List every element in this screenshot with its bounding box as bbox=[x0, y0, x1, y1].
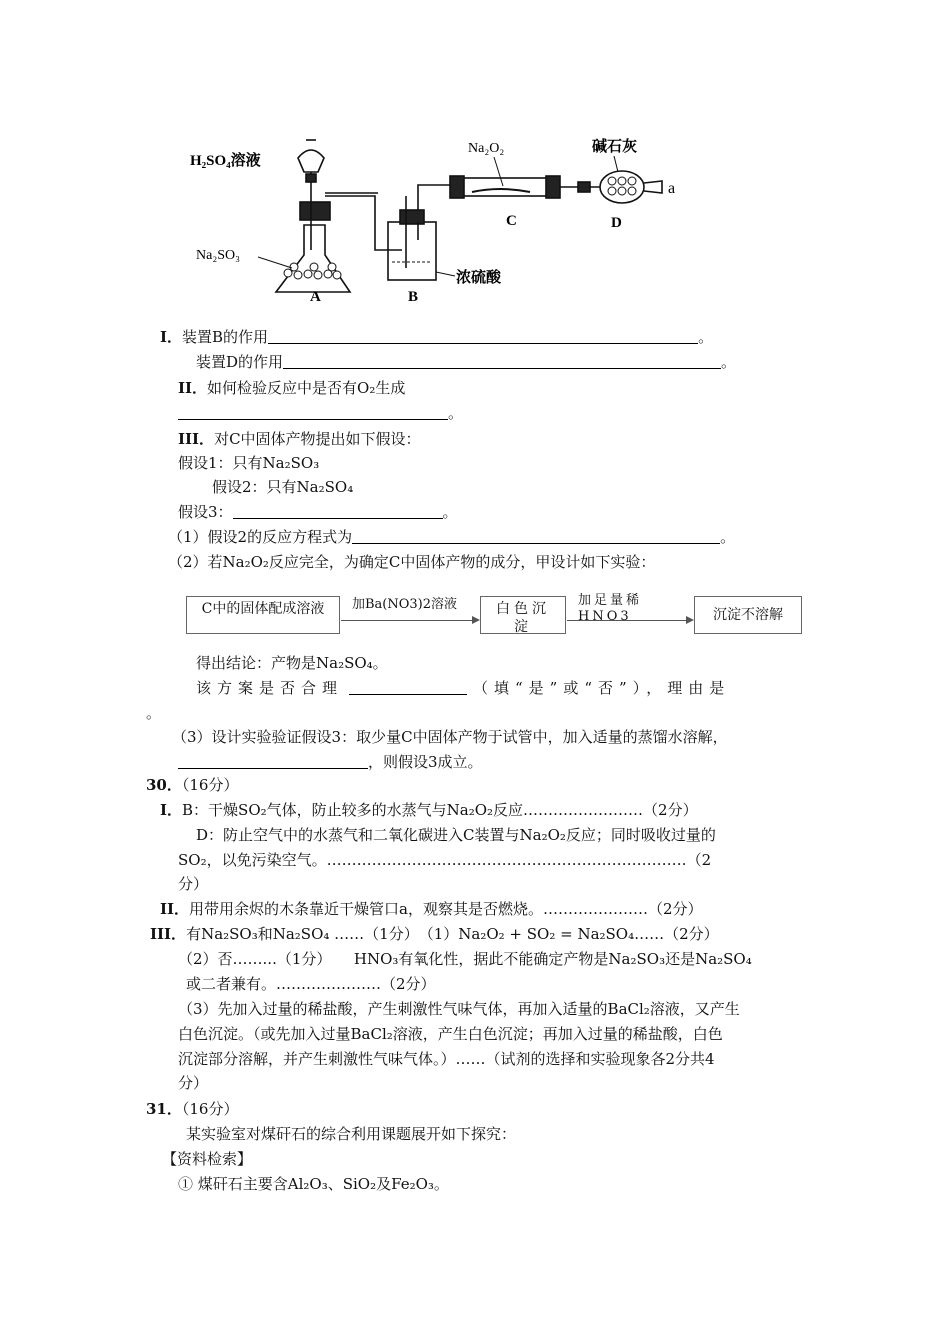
flow-arrow-2 bbox=[567, 620, 687, 621]
question-31-item-1: ① 煤矸石主要含Al₂O₃、SiO₂及Fe₂O₃。 bbox=[178, 1175, 449, 1193]
label-B: B bbox=[408, 289, 419, 305]
flow-arrow-label-1: 加Ba(NO3)2溶液 bbox=[352, 597, 458, 612]
answer-blank-verify[interactable] bbox=[178, 752, 368, 769]
conclusion: 得出结论：产物是Na₂SO₄。 bbox=[196, 654, 388, 672]
flow-box-precipitate: 白色沉淀 bbox=[480, 596, 566, 634]
apparatus-diagram bbox=[0, 0, 950, 310]
answer-blank-reasonable[interactable] bbox=[349, 678, 467, 695]
hypothesis-1: 假设1：只有Na₂SO₃ bbox=[178, 454, 320, 472]
q1-line-b: I．装置B的作用 。 bbox=[160, 328, 714, 346]
label-na2o2: Na₂O₂ bbox=[468, 141, 505, 156]
answer-3-3b: 白色沉淀。（或先加入过量BaCl₂溶液，产生白色沉淀；再加入过量的稀盐酸，白色 bbox=[178, 1025, 723, 1043]
sub-question-1: （1）假设2的反应方程式为 。 bbox=[168, 528, 736, 546]
hypothesis-3: 假设3： 。 bbox=[178, 503, 458, 521]
answer-blank-equation[interactable] bbox=[352, 527, 720, 544]
sub-question-3-end: ，则假设3成立。 bbox=[178, 751, 483, 773]
answer-blank-hyp3[interactable] bbox=[233, 502, 443, 519]
separatory-funnel bbox=[298, 150, 324, 172]
flow-arrow-1 bbox=[341, 620, 473, 621]
q2-line: II．如何检验反应中是否有O₂生成 bbox=[178, 379, 406, 397]
answer-3-3d: 分） bbox=[178, 1074, 209, 1092]
question-31-section: 【资料检索】 bbox=[162, 1150, 253, 1168]
tube-c bbox=[455, 178, 555, 196]
flow-box-result: 沉淀不溶解 bbox=[694, 596, 802, 634]
answer-3: III．有Na₂SO₃和Na₂SO₄ ……（1分） （1）Na₂O₂ + SO₂ = Na₂SO₄……（2分） bbox=[150, 925, 719, 943]
flow-arrowhead-2 bbox=[686, 616, 694, 624]
sub-question-3: （3）设计实验验证假设3：取少量C中固体产物于试管中，加入适量的蒸馏水溶解， bbox=[172, 728, 728, 746]
label-conc-acid: 浓硫酸 bbox=[456, 270, 502, 286]
answer-3-2b: 或二者兼有。…………………（2分） bbox=[186, 975, 436, 993]
label-C: C bbox=[506, 213, 517, 229]
q1-line-d: 装置D的作用 。 bbox=[196, 353, 737, 371]
bottle-b bbox=[388, 222, 436, 280]
answer-3-3c: 沉淀部分溶解，并产生刺激性气味气体。）……（试剂的选择和实验现象各2分共4 bbox=[178, 1050, 715, 1068]
label-soda-lime: 碱石灰 bbox=[592, 139, 638, 155]
label-h2so4: H₂SO₄溶液 bbox=[190, 153, 261, 169]
label-a: a bbox=[668, 180, 676, 197]
label-na2so3: Na₂SO₃ bbox=[196, 248, 240, 263]
hypothesis-2: 假设2：只有Na₂SO₄ bbox=[212, 478, 354, 496]
label-D: D bbox=[611, 215, 622, 231]
answer-2: II．用带用余烬的木条靠近干燥管口a，观察其是否燃烧。…………………（2分） bbox=[160, 900, 703, 918]
reasonable-line: 该方案是否合理 （填“是”或“否”），理由是 bbox=[196, 679, 731, 697]
answer-1-b: I．B：干燥SO₂气体，防止较多的水蒸气与Na₂O₂反应……………………（2分） bbox=[160, 801, 698, 819]
answer-blank-b[interactable] bbox=[268, 327, 698, 344]
answer-1-d-2: SO₂，以免污染空气。………………………………………………………………（2 bbox=[178, 851, 712, 869]
question-31-intro: 某实验室对煤矸石的综合利用课题展开如下探究： bbox=[186, 1125, 517, 1143]
flow-box-solution: C中的固体配成溶液 bbox=[186, 596, 340, 634]
label-A: A bbox=[310, 289, 321, 305]
flask-a bbox=[276, 225, 350, 292]
flow-arrow-label-2: 加足量稀HNO3 bbox=[578, 593, 643, 624]
answer-blank-d[interactable] bbox=[283, 352, 721, 369]
answer-blank-o2[interactable] bbox=[178, 403, 448, 420]
question-31-header: 31．（16分） bbox=[146, 1100, 239, 1118]
answer-3-3a: （3）先加入过量的稀盐酸，产生刺激性气味气体，再加入适量的BaCl₂溶液，又产生 bbox=[178, 1000, 740, 1018]
stopper-a bbox=[300, 202, 330, 220]
answer-1-d-3: 分） bbox=[178, 875, 209, 893]
answer-1-d-1: D：防止空气中的水蒸气和二氧化碳进入C装置与Na₂O₂反应；同时吸收过量的 bbox=[196, 826, 716, 844]
reason-end: 。 bbox=[146, 704, 162, 722]
sub-question-2: （2）若Na₂O₂反应完全，为确定C中固体产物的成分，甲设计如下实验： bbox=[168, 553, 656, 571]
q2-blank-line: 。 bbox=[178, 402, 463, 424]
answer-3-2a: （2）否……...（1分） HNO₃有氧化性，据此不能确定产物是Na₂SO₃还是Na₂SO₄ bbox=[178, 950, 752, 968]
flow-arrowhead-1 bbox=[472, 616, 480, 624]
q3-line: III．对C中固体产物提出如下假设： bbox=[178, 430, 421, 448]
question-30-header: 30．（16分） bbox=[146, 776, 239, 794]
